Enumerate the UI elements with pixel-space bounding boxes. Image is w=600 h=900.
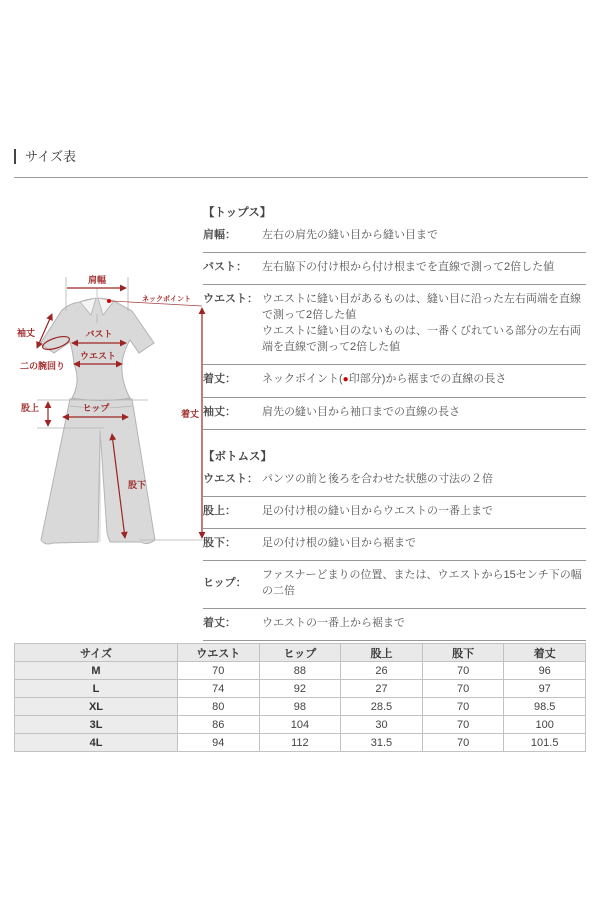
def-desc: 左右の肩先の縫い目から縫い目まで [262, 229, 438, 241]
value-cell: 88 [259, 662, 341, 680]
def-row-waist-bottom [203, 465, 586, 497]
def-desc [262, 291, 586, 355]
def-desc: パンツの前と後ろを合わせた状態の寸法の２倍 [262, 473, 493, 485]
value-cell: 70 [422, 662, 504, 680]
table-row-m [15, 662, 586, 680]
def-term: バスト： [203, 261, 247, 273]
value-cell: 112 [259, 734, 341, 752]
value-cell: 27 [341, 680, 423, 698]
def-row-shoulder [203, 221, 586, 253]
value-cell: 70 [178, 662, 260, 680]
def-row-rise [203, 497, 586, 529]
col-header-inseam: 股下 [422, 644, 504, 662]
size-cell: XL [15, 698, 178, 716]
def-desc-post: 印部分)から裾までの直線の長さ [348, 373, 507, 385]
def-row-sleeve [203, 398, 586, 430]
neck-point-dot [107, 299, 111, 303]
table-row-l [15, 680, 586, 698]
def-desc: 足の付け根の縫い目から裾まで [262, 537, 416, 549]
rise-label: 股上 [21, 403, 40, 413]
value-cell: 74 [178, 680, 260, 698]
col-header-hip: ヒップ [259, 644, 341, 662]
tops-heading: 【トップス】 [203, 207, 272, 219]
page-title: サイズ表 [14, 149, 76, 164]
value-cell: 31.5 [341, 734, 423, 752]
def-term: 股下： [203, 537, 236, 549]
bust-label: バスト [85, 329, 113, 339]
def-row-waist-top [203, 285, 586, 365]
col-header-size: サイズ [15, 644, 178, 662]
table-row-3l [15, 716, 586, 734]
def-desc: 左右脇下の付け根から付け根までを直線で測って2倍した値 [262, 261, 555, 273]
value-cell: 70 [422, 698, 504, 716]
size-cell: M [15, 662, 178, 680]
value-cell: 70 [422, 680, 504, 698]
def-term: ヒップ： [203, 577, 247, 589]
def-desc-line1: ウエストに縫い目があるものは、縫い目に沿った左右両端を直線で測って2倍した値 [262, 293, 581, 321]
table-row-4l [15, 734, 586, 752]
size-cell: 3L [15, 716, 178, 734]
def-row-inseam [203, 529, 586, 561]
value-cell: 30 [341, 716, 423, 734]
value-cell: 70 [422, 734, 504, 752]
def-row-hip [203, 561, 586, 609]
def-desc: ウエストの一番上から裾まで [262, 617, 405, 629]
col-header-waist: ウエスト [178, 644, 260, 662]
shoulder-width-label: 肩幅 [87, 275, 107, 285]
measurement-definitions [203, 205, 586, 641]
value-cell: 94 [178, 734, 260, 752]
pants-shape [41, 399, 155, 544]
def-term: 着丈： [203, 373, 236, 385]
def-row-length-top [203, 365, 586, 398]
def-term: 肩幅： [203, 229, 236, 241]
value-cell: 26 [341, 662, 423, 680]
def-desc: 肩先の縫い目から袖口までの直線の長さ [262, 406, 460, 418]
def-row-length-bottom [203, 609, 586, 641]
value-cell: 98.5 [504, 698, 586, 716]
value-cell: 97 [504, 680, 586, 698]
def-desc-line2: ウエストに縫い目のないものは、一番くびれている部分の左右両端を直線で測って2倍した値 [262, 325, 581, 353]
col-header-rise: 股上 [341, 644, 423, 662]
size-cell: L [15, 680, 178, 698]
value-cell: 101.5 [504, 734, 586, 752]
size-cell: 4L [15, 734, 178, 752]
def-row-bust [203, 253, 586, 285]
value-cell: 100 [504, 716, 586, 734]
length-label: 着丈 [181, 409, 200, 419]
def-term: 股上： [203, 505, 236, 517]
def-desc: 足の付け根の縫い目からウエストの一番上まで [262, 505, 493, 517]
def-term: ウエスト： [203, 293, 258, 305]
def-desc: ファスナーどまりの位置、または、ウエストから15センチ下の幅の二倍 [262, 569, 582, 597]
value-cell: 80 [178, 698, 260, 716]
sleeve-length-label: 袖丈 [17, 328, 36, 338]
value-cell: 86 [178, 716, 260, 734]
def-term: 袖丈： [203, 406, 236, 418]
def-desc [262, 371, 586, 388]
table-row-xl [15, 698, 586, 716]
def-desc-pre: ネックポイント( [262, 373, 343, 385]
garment-diagram [8, 250, 208, 570]
value-cell: 70 [422, 716, 504, 734]
def-term: 着丈： [203, 617, 236, 629]
upper-arm-label: 二の腕回り [20, 361, 66, 371]
size-table-header-row [15, 644, 586, 662]
def-term: ウエスト： [203, 473, 258, 485]
value-cell: 28.5 [341, 698, 423, 716]
shirt-shape [40, 298, 154, 400]
value-cell: 104 [259, 716, 341, 734]
waist-label: ウエスト [79, 351, 117, 361]
value-cell: 92 [259, 680, 341, 698]
page-header [14, 148, 588, 178]
col-header-length: 着丈 [504, 644, 586, 662]
hip-label: ヒップ [82, 403, 110, 413]
neck-point-label: ネックポイント [142, 296, 191, 303]
neck-point-mark: ● [342, 374, 349, 385]
value-cell: 98 [259, 698, 341, 716]
size-table [14, 643, 586, 752]
inseam-label: 股下 [128, 480, 147, 490]
bottoms-heading: 【ボトムス】 [203, 451, 272, 463]
value-cell: 96 [504, 662, 586, 680]
